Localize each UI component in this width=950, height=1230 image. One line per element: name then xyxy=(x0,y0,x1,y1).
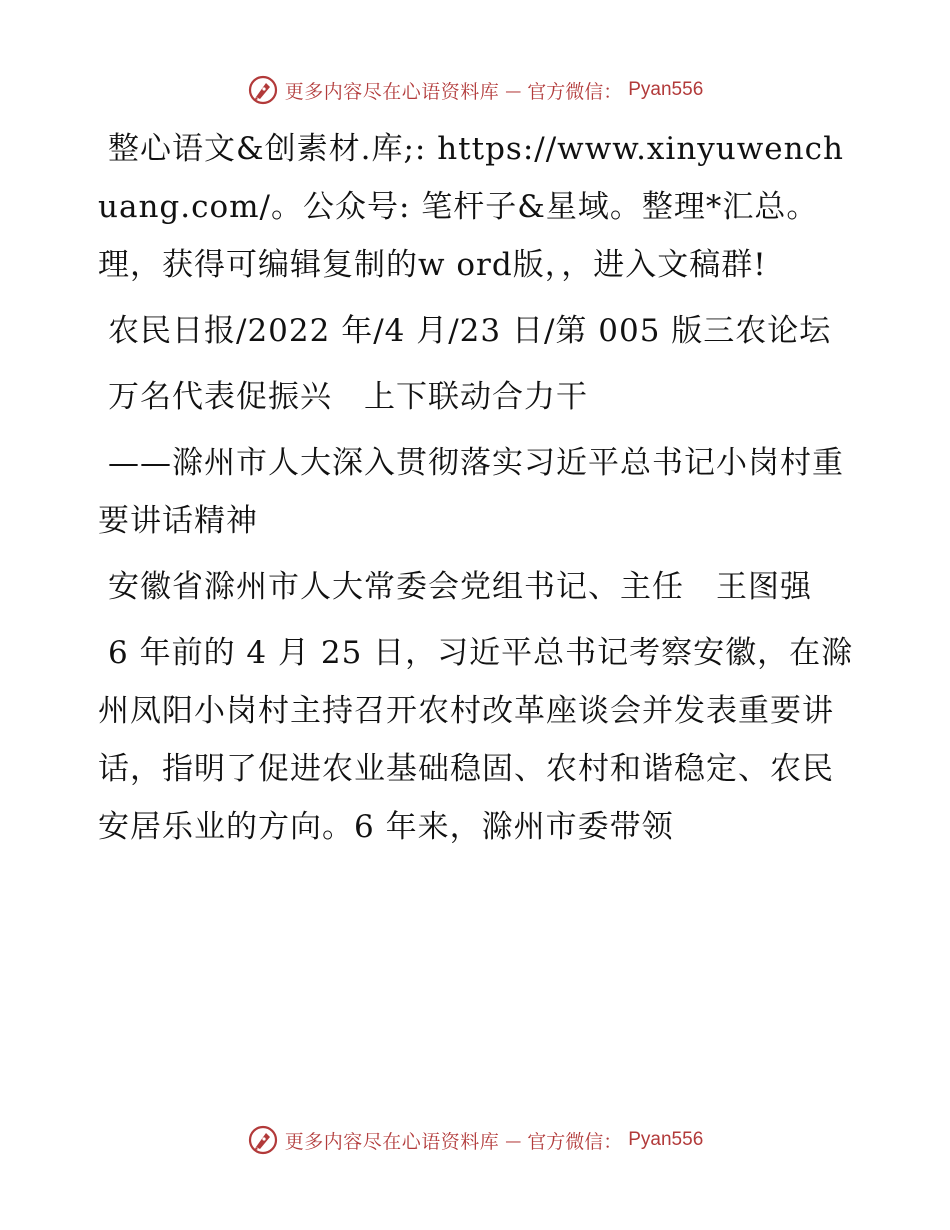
paragraph-body: 6 年前的 4 月 25 日，习近平总书记考察安徽，在滁州凤阳小岗村主持召开农村改革座谈会并发表重要讲话，指明了促进农业基础稳固、农村和谐稳定、农民安居乐业的方向。6 年来，滁州市委带领 xyxy=(98,635,854,845)
document-body xyxy=(98,120,858,870)
article-title: 万名代表促振兴 上下联动合力干 xyxy=(108,379,588,415)
footer-banner xyxy=(0,1122,950,1158)
article-subtitle: ——滁州市人大深入贯彻落实习近平总书记小岗村重要讲话精神 xyxy=(98,445,844,539)
paragraph-source-notice: 整心语文&创素材.库;: https://www.xinyuwenchuang.com/。公众号: 笔杆子&星域。整理*汇总。理，获得可编辑复制的w ord版，，进入文稿群! xyxy=(98,131,844,283)
banner-wechat-label: 官方微信： xyxy=(527,1130,623,1153)
banner-dash: — xyxy=(505,1130,522,1150)
banner-wechat-id: Pyan556 xyxy=(628,79,704,100)
paragraph-publication-line: 农民日报/2022 年/4 月/23 日/第 005 版三农论坛 xyxy=(108,313,832,349)
article-author: 安徽省滁州市人大常委会党组书记、主任 王图强 xyxy=(108,569,812,605)
pen-nib-logo-icon xyxy=(247,74,279,106)
banner-wechat-id: Pyan556 xyxy=(628,1129,704,1150)
header-banner xyxy=(0,72,950,108)
banner-wechat-label: 官方微信： xyxy=(527,80,623,103)
banner-text: 更多内容尽在心语资料库 xyxy=(284,1130,500,1153)
pen-nib-logo-icon xyxy=(247,1124,279,1156)
banner-text: 更多内容尽在心语资料库 xyxy=(284,80,500,103)
banner-dash: — xyxy=(505,80,522,100)
